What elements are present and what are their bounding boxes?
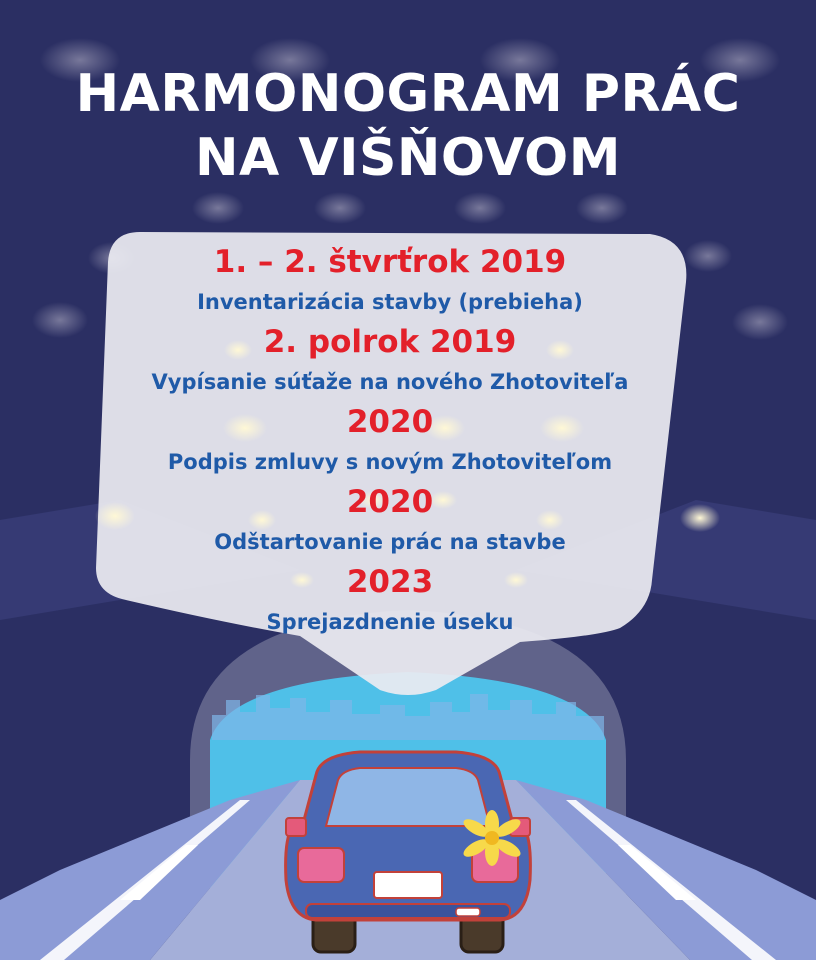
- title-line-1: HARMONOGRAM PRÁC: [75, 64, 741, 124]
- timeline-item: [100, 482, 680, 562]
- timeline-list: [100, 242, 680, 642]
- timeline-item: [100, 402, 680, 482]
- timeline-period: 1. – 2. štvrťrok 2019: [213, 244, 567, 280]
- timeline-period: 2020: [346, 404, 434, 440]
- timeline-period: 2023: [346, 564, 434, 600]
- timeline-item: [100, 562, 680, 642]
- timeline-period: 2. polrok 2019: [263, 324, 517, 360]
- timeline-description: Odštartovanie prác na stavbe: [214, 530, 566, 554]
- poster-title: [0, 62, 816, 190]
- title-line-2: NA VIŠŇOVOM: [194, 128, 622, 188]
- timeline-item: [100, 322, 680, 402]
- timeline-description: Inventarizácia stavby (prebieha): [197, 290, 583, 314]
- timeline-item: [100, 242, 680, 322]
- timeline-description: Sprejazdnenie úseku: [266, 610, 514, 634]
- timeline-description: Vypísanie súťaže na nového Zhotoviteľa: [151, 370, 629, 394]
- timeline-period: 2020: [346, 484, 434, 520]
- timeline-description: Podpis zmluvy s novým Zhotoviteľom: [167, 450, 613, 474]
